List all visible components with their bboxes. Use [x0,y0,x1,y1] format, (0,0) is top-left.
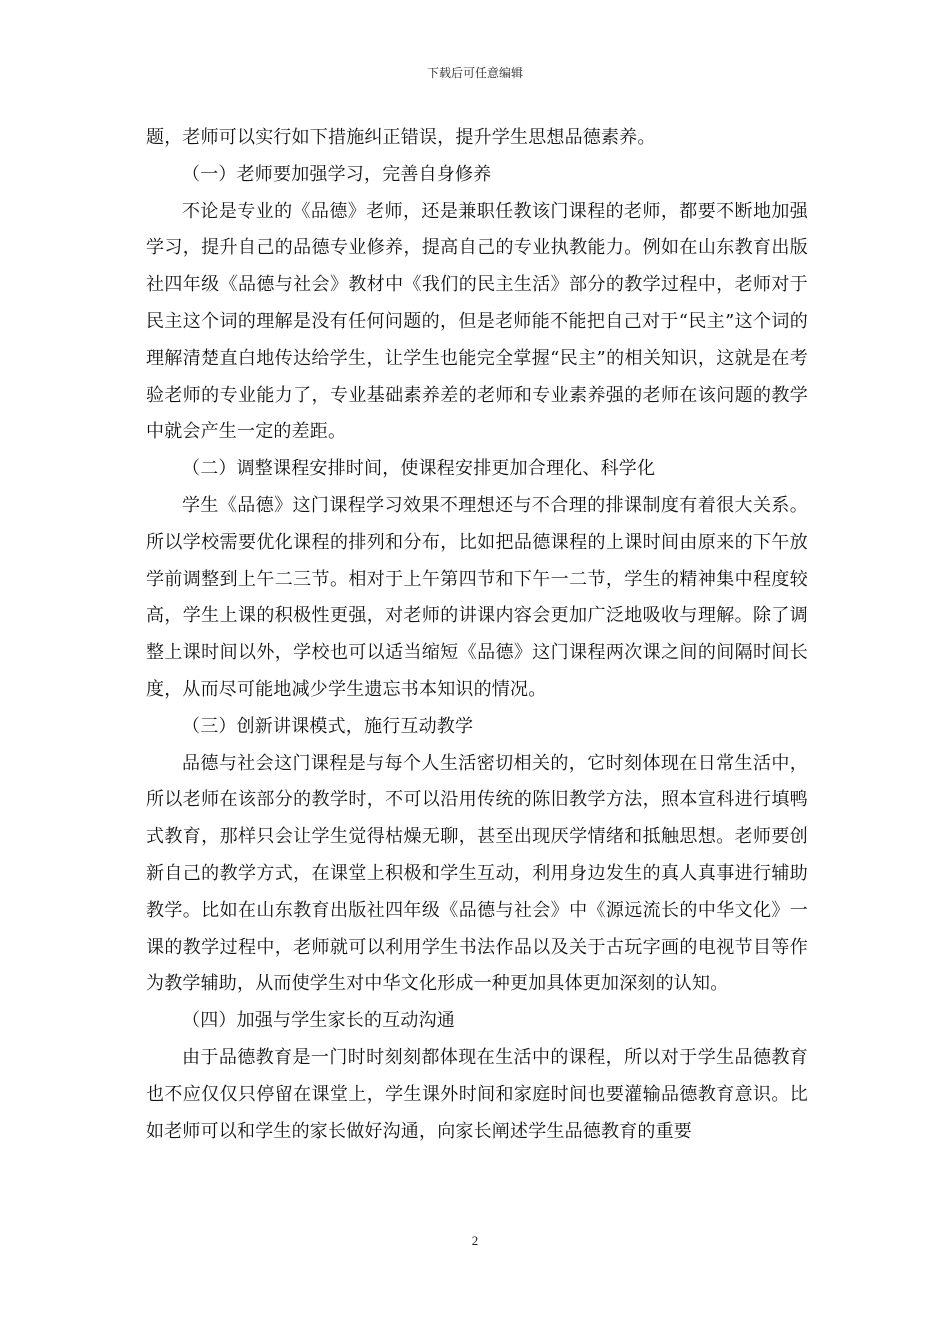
paragraph-section-3: 品德与社会这门课程是与每个人生活密切相关的，它时刻体现在日常生活中，所以老师在该部分的教学时，不可以沿用传统的陈旧教学方法，照本宣科进行填鸭式教育，那样只会让学生觉得枯燥无聊，甚至出现厌学情绪和抵触思想。老师要创新自己的教学方式，在课堂上积极和学生互动，利用身边发生的真人真事进行辅助教学。比如在山东教育出版社四年级《品德与社会》中《源远流长的中华文化》一课的教学过程中，老师就可以利用学生书法作品以及关于古玩字画的电视节目等作为教学辅助，从而使学生对中华文化形成一种更加具体更加深刻的认知。 [146,752,808,995]
section-heading-3: （三）创新讲课模式，施行互动教学 [182,715,474,737]
section-heading-4: （四）加强与学生家长的互动沟通 [182,1010,455,1032]
paragraph-section-1: 不论是专业的《品德》老师，还是兼职任教该门课程的老师，都要不断地加强学习，提升自己的品德专业修养，提高自己的专业执教能力。例如在山东教育出版社四年级《品德与社会》教材中《我们的民主生活》部分的教学过程中，老师对于民主这个词的理解是没有任何问题的，但是老师能不能把自己对于“民主”这个词的理解清楚直白地传达给学生，让学生也能完全掌握“民主”的相关知识，这就是在考验老师的专业能力了，专业基础素养差的老师和专业素养强的老师在该问题的教学中就会产生一定的差距。 [146,200,808,443]
page-header: 下载后可任意编辑 [426,66,523,80]
paragraph-continuation: 题，老师可以实行如下措施纠正错误，提升学生思想品德素养。 [146,127,656,148]
paragraph-section-2: 学生《品德》这门课程学习效果不理想还与不合理的排课制度有着很大关系。所以学校需要优化课程的排列和分布，比如把品德课程的上课时间由原来的下午放学前调整到上午二三节。相对于上午第四节和下午一二节，学生的精神集中程度较高，学生上课的积极性更强，对老师的讲课内容会更加广泛地吸收与理解。除了调整上课时间以外，学校也可以适当缩短《品德》这门课程两次课之间的间隔时间长度，从而尽可能地减少学生遗忘书本知识的情况。 [146,494,808,700]
page-number: 2 [471,1233,479,1248]
paragraph-section-4: 由于品德教育是一门时时刻刻都体现在生活中的课程，所以对于学生品德教育也不应仅仅只停留在课堂上，学生课外时间和家庭时间也要灌输品德教育意识。比如老师可以和学生的家长做好沟通，向家长阐述学生品德教育的重要 [146,1046,808,1142]
section-heading-2: （二）调整课程安排时间，使课程安排更加合理化、科学化 [182,458,656,480]
document-body [146,120,808,1150]
section-heading-1: （一）老师要加强学习，完善自身修养 [182,163,492,185]
